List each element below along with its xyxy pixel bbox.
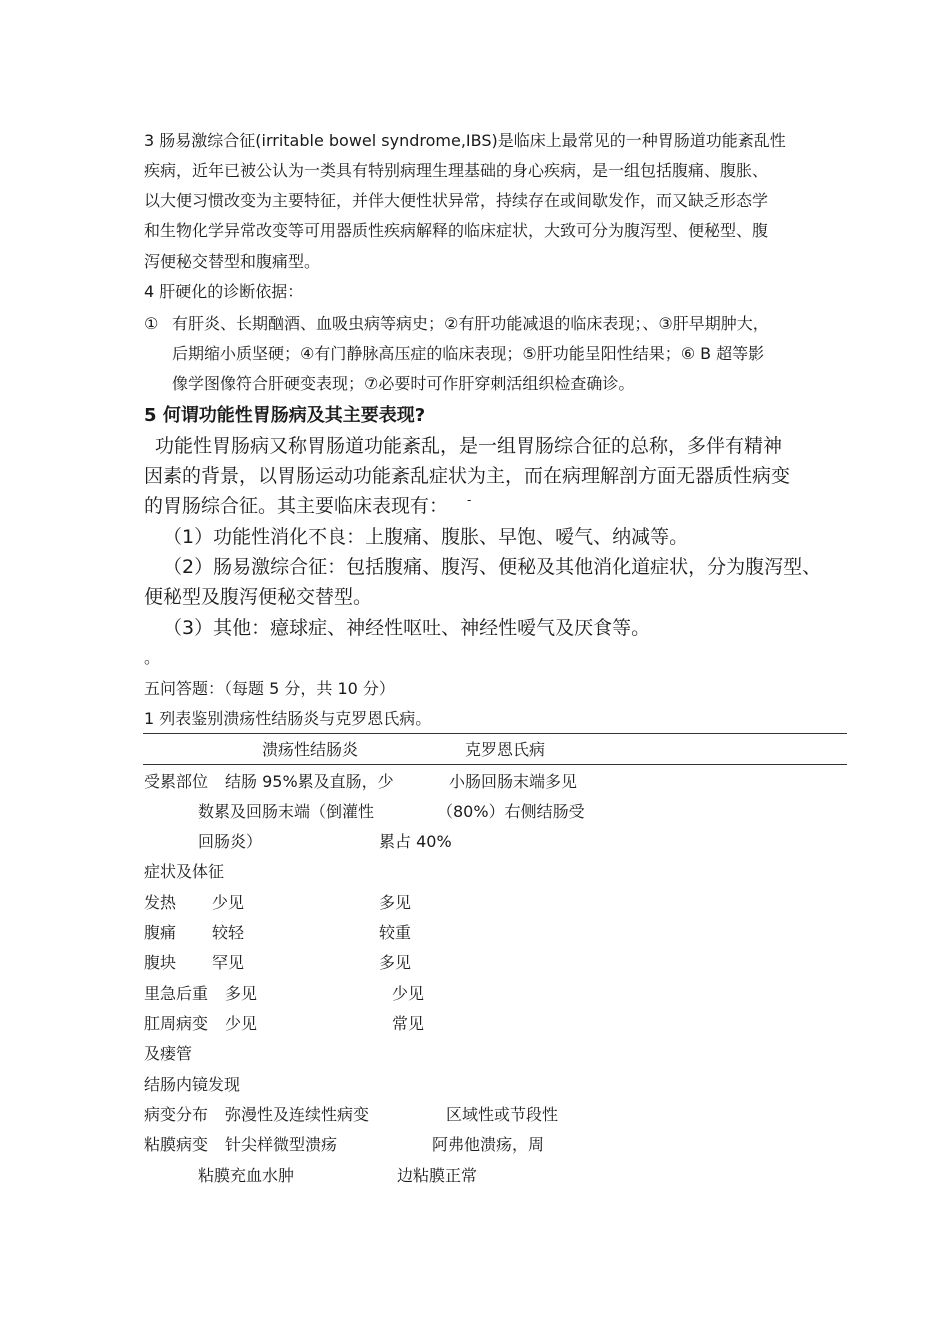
- row-signs-label: 症状及体征: [144, 862, 225, 881]
- row-mass-cd: 多见: [379, 953, 412, 972]
- row-site-cd-3: 累占 40%: [379, 832, 452, 851]
- table-header-cd: 克罗恩氏病: [465, 740, 546, 759]
- qa-question-1: 1 列表鉴别溃疡性结肠炎与克罗恩氏病。: [144, 709, 432, 728]
- row-site-uc-2: 数累及回肠末端（倒灌性: [198, 802, 375, 821]
- sec5-line-3: 的胃肠综合征。其主要临床表现有：: [144, 495, 449, 517]
- row-mucosa-cd-2: 边粘膜正常: [397, 1166, 478, 1185]
- sec5-item-2: （2）肠易激综合征：包括腹痛、腹泻、便秘及其他消化道症状，分为腹泻型、: [163, 556, 822, 578]
- row-site-uc-3: 回肠炎）: [198, 832, 263, 851]
- row-mucosa-uc-1: 针尖样微型溃疡: [225, 1135, 338, 1154]
- row-pain-cd: 较重: [379, 923, 412, 942]
- row-tenesmus-label: 里急后重: [144, 984, 209, 1003]
- sec5-item-3: （3）其他：癔球症、神经性呕吐、神经性嗳气及厌食等。: [163, 617, 651, 639]
- row-tenesmus-uc: 多见: [225, 984, 258, 1003]
- row-perianal-uc: 少见: [225, 1014, 258, 1033]
- row-endo-label: 结肠内镜发现: [144, 1075, 241, 1094]
- row-site-label: 受累部位: [144, 772, 209, 791]
- row-pain-uc: 较轻: [212, 923, 245, 942]
- row-pain-label: 腹痛: [144, 923, 177, 942]
- stray-dot: 。: [144, 648, 161, 667]
- sec4-line-3: 像学图像符合肝硬变表现；⑦必要时可作肝穿刺活组织检查确诊。: [172, 374, 635, 393]
- row-site-cd-1: 小肠回肠末端多见: [449, 772, 578, 791]
- row-mucosa-uc-2: 粘膜充血水肿: [198, 1166, 295, 1185]
- row-mucosa-cd-1: 阿弗他溃疡，周: [432, 1135, 545, 1154]
- sec4-line-2: 后期缩小质坚硬；④有门静脉高压症的临床表现；⑤肝功能呈阳性结果；⑥ B 超等影: [172, 344, 765, 363]
- sec3-line-1: 3 肠易激综合征(irritable bowel syndrome,IBS)是临床上最常见的一种胃肠道功能紊乱性: [144, 131, 786, 150]
- sec4-marker: ①: [144, 314, 159, 333]
- row-fever-cd: 多见: [379, 893, 412, 912]
- sec4-heading: 4 肝硬化的诊断依据：: [144, 282, 304, 301]
- row-dist-cd: 区域性或节段性: [446, 1105, 559, 1124]
- sec5-heading: [144, 405, 425, 427]
- sec3-line-4: 和生物化学异常改变等可用器质性疾病解释的临床症状，大致可分为腹泻型、便秘型、腹: [144, 221, 769, 240]
- row-mucosa-label: 粘膜病变: [144, 1135, 209, 1154]
- sec3-line-5: 泻便秘交替型和腹痛型。: [144, 252, 321, 271]
- sec5-item-1: （1）功能性消化不良：上腹痛、腹胀、早饱、嗳气、纳减等。: [163, 526, 689, 548]
- sec4-line-1: 有肝炎、长期酗酒、血吸虫病等病史；②有肝功能减退的临床表现；、③肝早期肿大，: [172, 314, 769, 333]
- table-header-uc: 溃疡性结肠炎: [262, 740, 359, 759]
- sec5-item-2-cont: 便秘型及腹泻便秘交替型。: [144, 586, 373, 608]
- row-site-uc-1: 结肠 95%累及直肠，少: [225, 772, 394, 791]
- table-header-rule: [143, 764, 847, 765]
- sec5-line-1: 功能性胃肠病又称胃肠道功能紊乱，是一组胃肠综合征的总称，多伴有精神: [155, 435, 783, 457]
- sec3-line-2: 疾病，近年已被公认为一类具有特别病理生理基础的身心疾病，是一组包括腹痛、腹胀、: [144, 161, 769, 180]
- row-perianal-cd: 常见: [392, 1014, 425, 1033]
- sec5-heading-text: 何谓功能性胃肠病及其主要表现?: [162, 405, 426, 426]
- row-fever-uc: 少见: [212, 893, 245, 912]
- table-top-rule: [143, 733, 847, 734]
- row-dist-label: 病变分布: [144, 1105, 209, 1124]
- stray-mark: -: [467, 493, 472, 507]
- row-fever-label: 发热: [144, 893, 177, 912]
- row-mass-uc: 罕见: [212, 953, 245, 972]
- sec5-heading-num: 5: [144, 405, 157, 426]
- row-perianal-label: 肛周病变: [144, 1014, 209, 1033]
- row-dist-uc: 弥漫性及连续性病变: [225, 1105, 370, 1124]
- row-site-cd-2: （80%）右侧结肠受: [437, 802, 585, 821]
- row-tenesmus-cd: 少见: [392, 984, 425, 1003]
- sec5-line-2: 因素的背景，以胃肠运动功能紊乱症状为主，而在病理解剖方面无器质性病变: [144, 465, 791, 487]
- sec3-line-3: 以大便习惯改变为主要特征，并伴大便性状异常，持续存在或间歇发作，而又缺乏形态学: [144, 191, 769, 210]
- row-perianal-label-2: 及瘘管: [144, 1044, 193, 1063]
- row-mass-label: 腹块: [144, 953, 177, 972]
- qa-heading: 五问答题：（每题 5 分，共 10 分）: [144, 679, 395, 698]
